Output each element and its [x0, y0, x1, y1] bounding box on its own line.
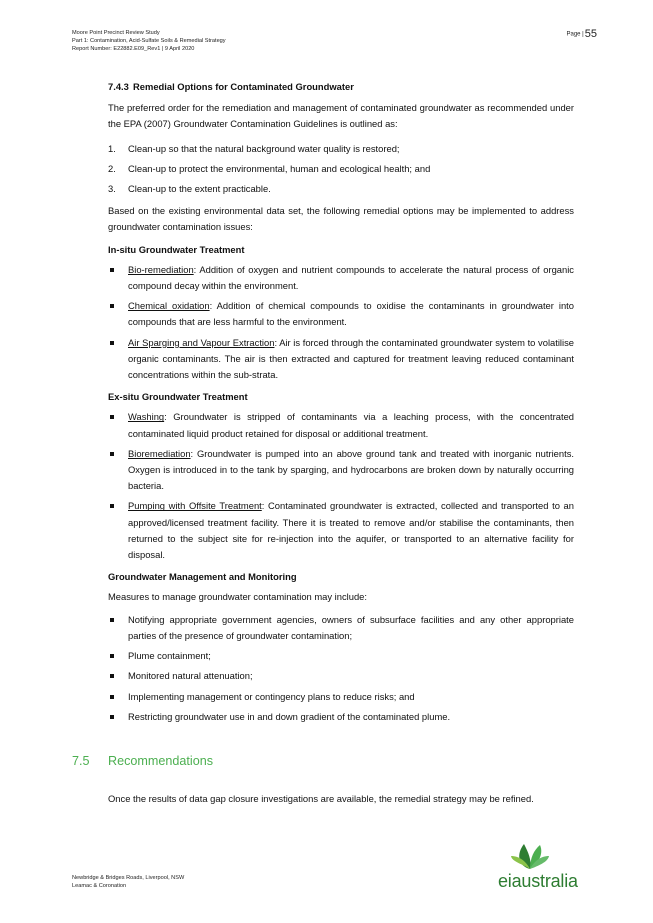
definition: : Addition of chemical compounds to oxidise the contaminants in groundwater into compounds that are less harmful to the environment.	[128, 300, 574, 328]
definition: : Air is forced through the contaminated groundwater system to volatilise organic contaminants. The air is then extracted and captured for treatment leaving reduced contaminant concentrations within the sub-strata.	[128, 336, 574, 381]
term: Chemical oxidation	[128, 300, 210, 312]
recommendations-text: Once the results of data gap closure investigations are available, the remedial strategy may be refined.	[108, 793, 534, 805]
bullet-icon	[110, 304, 114, 308]
section-number: 7.4.3	[108, 81, 129, 92]
term: Washing	[128, 411, 165, 423]
term: Bioremediation	[128, 447, 191, 459]
bullet-icon	[110, 618, 114, 622]
insitu-heading: In-situ Groundwater Treatment	[108, 243, 245, 255]
bullet-icon	[110, 674, 114, 678]
management-heading: Groundwater Management and Monitoring	[108, 571, 297, 583]
list-text: Notifying appropriate government agencies, owners of subsurface facilities and any other appropriate parties of the presence of groundwater contamination;	[128, 613, 574, 641]
bullet-icon	[110, 715, 114, 719]
list-item	[108, 181, 574, 197]
list-text: Plume containment;	[128, 650, 211, 662]
definition: : Groundwater is stripped of contaminants via a leaching process, with the concentrated contaminated liquid product retained for disposal or additional treatment.	[128, 411, 574, 439]
bullet-icon	[110, 504, 114, 508]
section-heading	[108, 79, 574, 95]
page-header	[72, 29, 226, 53]
list-item	[108, 689, 574, 705]
list-number: 2.	[108, 162, 116, 174]
page-number-value: 55	[584, 28, 597, 40]
footer-address: Newbridge & Bridges Roads, Liverpool, NSW	[72, 875, 185, 881]
header-project: Moore Point Precinct Review Study	[72, 30, 160, 36]
header-part: Part 1: Contamination, Acid-Sulfate Soils & Remedial Strategy	[72, 38, 226, 45]
list-text: Restricting groundwater use in and down gradient of the contaminated plume.	[128, 710, 451, 722]
list-text: Clean-up to protect the environmental, human and ecological health; and	[128, 162, 431, 174]
recommendations-title: Recommendations	[108, 754, 213, 768]
list-item	[108, 141, 574, 157]
definition: : Groundwater is pumped into an above ground tank and treated with inorganic nutrients. Oxygen is introduced in to the tank by sparging, and hydrocarbons are broken down by naturally occurring bacteria.	[128, 447, 574, 492]
list-number: 1.	[108, 142, 116, 154]
list-item	[108, 498, 574, 563]
list-text: Monitored natural attenuation;	[128, 670, 253, 682]
section-intro: The preferred order for the remediation and management of contaminated groundwater as recommended under the EPA (2007) Groundwater Contamination Guidelines is outlined as:	[108, 102, 574, 130]
term: Pumping with Offsite Treatment	[128, 500, 262, 512]
leaf-icon	[510, 842, 550, 870]
section-title: Remedial Options for Contaminated Groundwater	[133, 81, 354, 92]
list-text: Implementing management or contingency plans to reduce risks; and	[128, 690, 415, 702]
list-item	[108, 668, 574, 684]
list-item	[108, 161, 574, 177]
term: Air Sparging and Vapour Extraction	[128, 336, 275, 348]
company-logo	[498, 842, 594, 892]
main-content	[108, 79, 574, 729]
list-item	[108, 262, 574, 294]
list-item	[108, 409, 574, 441]
page-footer	[72, 874, 184, 890]
exsitu-heading: Ex-situ Groundwater Treatment	[108, 391, 248, 403]
preferred-order-list	[108, 141, 574, 198]
list-item	[108, 648, 574, 664]
footer-subtitle: Leamac & Coronation	[72, 883, 127, 890]
header-report-number: Report Number: E22882.E09_Rev1 | 9 April 2020	[72, 46, 195, 53]
list-item	[108, 612, 574, 644]
term: Bio-remediation	[128, 263, 194, 275]
list-text: Clean-up so that the natural background water quality is restored;	[128, 142, 400, 154]
options-intro: Based on the existing environmental data set, the following remedial options may be implemented to address groundwater contamination issues:	[108, 205, 574, 233]
management-intro: Measures to manage groundwater contamination may include:	[108, 591, 367, 603]
bullet-icon	[110, 415, 114, 419]
definition: : Contaminated groundwater is extracted, collected and transported to an approved/licensed treatment facility. There it is treated to remove and/or stabilise the contaminants, then returned to the subject site for re-injection into the aquifer, or transported to an alternative facility for disposal.	[128, 500, 574, 561]
definition: : Addition of oxygen and nutrient compounds to accelerate the natural process of organic compound decay within the environment.	[128, 263, 574, 292]
list-item	[108, 298, 574, 330]
page-number-label: Page |	[566, 31, 584, 38]
list-text: Clean-up to the extent practicable.	[128, 183, 271, 195]
list-number: 3.	[108, 183, 116, 195]
logo-wordmark: eiaustralia	[498, 871, 578, 891]
exsitu-list	[108, 409, 574, 563]
recommendations-heading	[72, 754, 213, 768]
insitu-list	[108, 262, 574, 383]
list-item	[108, 709, 574, 725]
bullet-icon	[110, 695, 114, 699]
list-item	[108, 446, 574, 495]
recommendations-number: 7.5	[72, 754, 90, 768]
management-list	[108, 612, 574, 725]
bullet-icon	[110, 654, 114, 658]
page-number	[567, 28, 598, 40]
bullet-icon	[110, 268, 114, 272]
bullet-icon	[110, 452, 114, 456]
list-item	[108, 335, 574, 384]
bullet-icon	[110, 341, 114, 345]
